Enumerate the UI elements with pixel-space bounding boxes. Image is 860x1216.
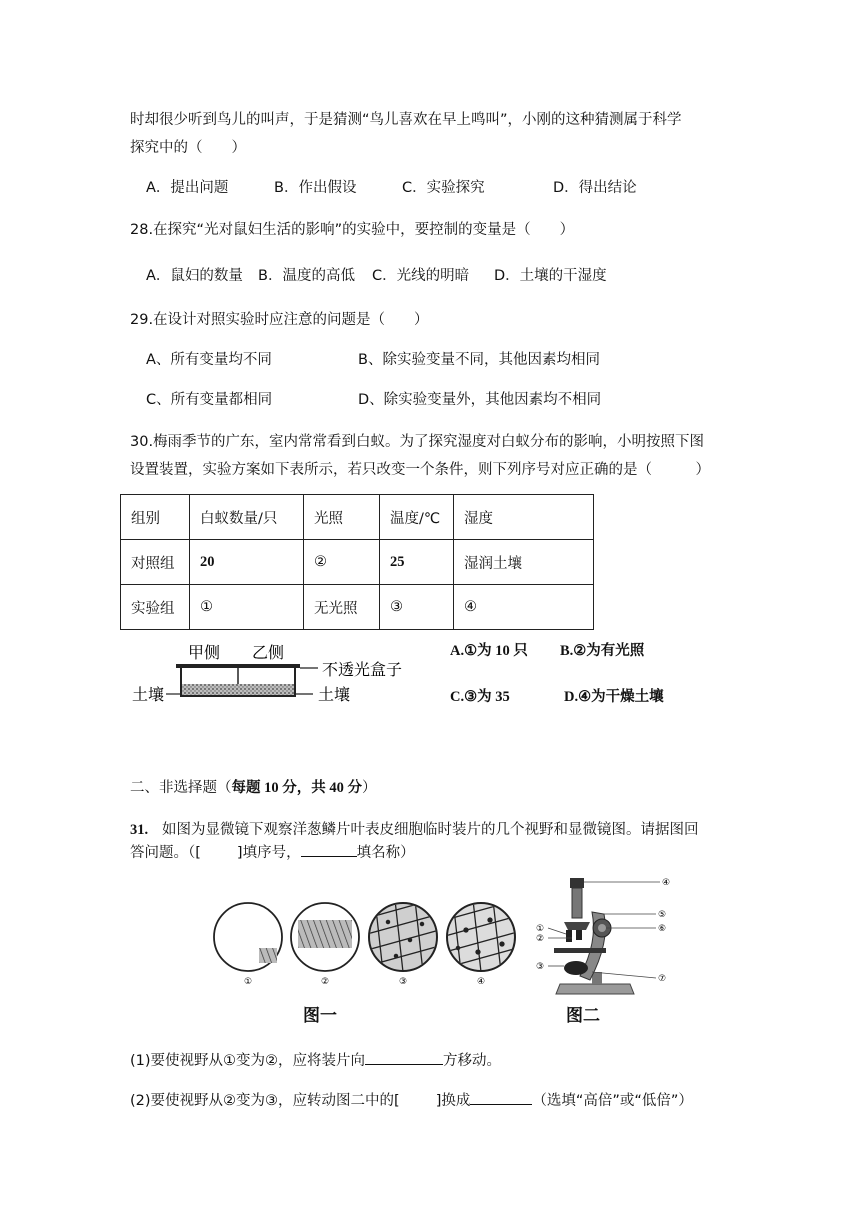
table-row [121,585,594,630]
field-1-label: ① [244,977,253,987]
table-cell: ① [190,585,304,630]
table-cell: 对照组 [121,540,190,585]
part-label-5: ⑤ [658,910,667,920]
soil-right-label: 土壤 [318,685,351,704]
q31-line1 [130,820,698,840]
q31-sub1-a: (1)要使视野从①变为②，应将装片向 [130,1053,366,1069]
nosepiece [564,922,590,930]
table-cell: 25 [380,540,454,585]
magnification-blank [470,1090,532,1105]
q31-sub2-b: ]换成 [435,1093,471,1109]
section-score: 每题 10 分，共 40 分 [231,780,362,796]
q28-option-c: C．光线的明暗 [372,268,470,284]
part-label-7: ⑦ [658,974,667,984]
q31-line2 [130,842,415,863]
name-blank [301,842,357,857]
termite-box-figure [128,640,428,710]
table-cell: 20 [190,540,304,585]
figure-one-fields [210,900,530,990]
q31-line2-b: ]填序号， [236,845,301,861]
field-2-specimen [298,920,352,948]
part-label-1: ① [536,924,545,934]
q28-option-d: D．土壤的干湿度 [494,268,607,284]
table-cell: 湿润土壤 [454,540,594,585]
q28-stem: 28.在探究“光对鼠妇生活的影响”的实验中，要控制的变量是（ ） [130,222,575,238]
q31-line2-a: 答问题。（[ [130,845,201,861]
q27-option-a: A．提出问题 [146,180,229,196]
eyepiece [570,878,584,888]
q31-line1-text: 如图为显微镜下观察洋葱鳞片叶表皮细胞临时装片的几个视野和显微镜图。请据图回 [161,822,699,838]
objective-2 [576,930,582,940]
soil-layer [182,684,294,695]
direction-blank [365,1050,443,1065]
part-label-3: ③ [536,962,545,972]
q30-option-d: D.④为干燥土壤 [564,689,664,705]
field-4-label: ④ [477,977,486,987]
field-1-specimen [259,948,277,963]
q30-line1: 30.梅雨季节的广东，室内常常看到白蚁。为了探究湿度对白蚁分布的影响，小明按照下图 [130,434,705,450]
microscope-base [556,984,634,994]
table-cell: 光照 [304,495,380,540]
field-2-label: ② [321,977,330,987]
table-cell: 温度/℃ [380,495,454,540]
table-cell: ② [304,540,380,585]
q31-line2-c: 填名称） [356,845,415,861]
box-lid [176,664,300,668]
table-row [121,540,594,585]
q28-option-b: B．温度的高低 [258,268,355,284]
box-label: 不透光盒子 [322,660,403,679]
q30-option-c: C.③为 35 [450,689,510,705]
side-b-label: 乙侧 [252,643,285,662]
mirror [564,961,588,975]
part-label-6: ⑥ [658,924,667,934]
part-label-2: ② [536,934,545,944]
q27-option-c: C．实验探究 [402,180,485,196]
table-cell: 白蚁数量/只 [190,495,304,540]
table-cell: 实验组 [121,585,190,630]
table-header-row [121,495,594,540]
q29-option-d: D、除实验变量外，其他因素均不相同 [358,392,602,408]
q29-option-c: C、所有变量都相同 [146,392,273,408]
section-prefix: 二、非选择题（ [130,780,232,796]
q31-number: 31. [130,822,149,838]
table-cell: 无光照 [304,585,380,630]
q30-option-a: A.①为 10 只 [450,643,528,659]
microscope-figure [532,872,712,998]
q29-stem: 29.在设计对照实验时应注意的问题是（ ） [130,312,429,328]
figure-two-caption: 图二 [566,1006,600,1026]
soil-left-label: 土壤 [132,685,165,704]
q27-option-d: D．得出结论 [553,180,637,196]
q29-option-b: B、除实验变量不同，其他因素均相同 [358,352,600,368]
part-label-4: ④ [662,878,671,888]
q29-option-a: A、所有变量均不同 [146,352,272,368]
q31-sub2-c: （选填“高倍”或“低倍”） [532,1093,693,1109]
q28-option-a: A．鼠妇的数量 [146,268,243,284]
q31-sub1-b: 方移动。 [443,1053,502,1069]
q27-line1: 时却很少听到鸟儿的叫声，于是猜测“鸟儿喜欢在早上鸣叫”，小刚的这种猜测属于科学 [130,112,682,128]
section-heading [130,778,377,798]
table-cell: ④ [454,585,594,630]
q31-sub1 [130,1050,501,1071]
section-suffix: ） [362,780,377,796]
q31-sub2 [130,1090,693,1111]
q30-line2: 设置装置，实验方案如下表所示，若只改变一个条件，则下列序号对应正确的是（ ） [130,462,710,478]
stage [554,948,606,953]
table-cell: ③ [380,585,454,630]
lens-tube [572,888,582,918]
objective-1 [566,930,572,942]
side-a-label: 甲侧 [188,643,221,662]
q30-option-b: B.②为有光照 [560,643,645,659]
q27-option-b: B．作出假设 [274,180,357,196]
fine-focus-knob [598,924,606,932]
q31-sub2-a: (2)要使视野从②变为③，应转动图二中的[ [130,1093,400,1109]
field-3-label: ③ [399,977,408,987]
table-cell: 组别 [121,495,190,540]
experiment-table [120,494,594,630]
table-cell: 湿度 [454,495,594,540]
q27-line2: 探究中的（ ） [130,140,246,156]
figure-one-caption: 图一 [303,1006,337,1026]
